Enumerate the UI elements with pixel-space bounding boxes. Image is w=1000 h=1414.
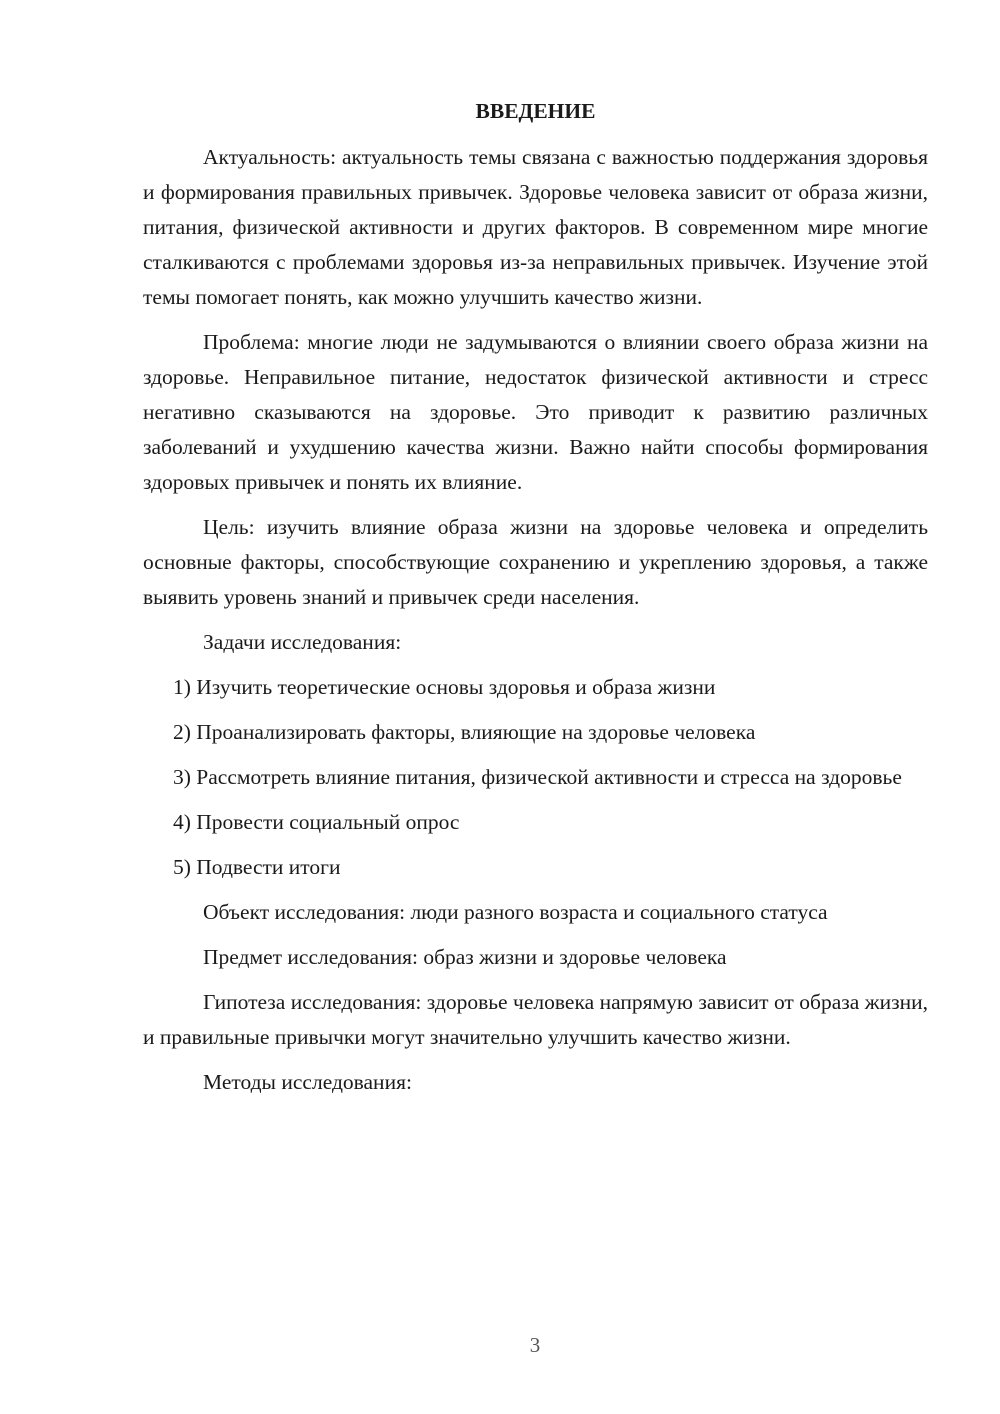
- goal-paragraph: Цель: изучить влияние образа жизни на здоровье человека и определить основные факторы, способствующие сохранению и укреплению здоровья, а также выявить уровень знаний и привычек среди населения.: [143, 515, 928, 609]
- methods-heading: Методы исследования:: [203, 1070, 412, 1094]
- task-item-3: 3) Рассмотреть влияние питания, физической активности и стресса на здоровье: [173, 765, 902, 789]
- page-number: 3: [529, 1333, 541, 1357]
- tasks-heading: Задачи исследования:: [203, 630, 402, 654]
- document-page: [143, 96, 928, 1110]
- hypothesis-paragraph: Гипотеза исследования: здоровье человека напрямую зависит от образа жизни, и правильные привычки могут значительно улучшить качество жизни.: [143, 990, 928, 1049]
- task-item-5: 5) Подвести итоги: [173, 855, 341, 879]
- subject-paragraph: Предмет исследования: образ жизни и здоровье человека: [203, 945, 727, 969]
- task-item-1: 1) Изучить теоретические основы здоровья и образа жизни: [173, 675, 716, 699]
- problem-paragraph: Проблема: многие люди не задумываются о влиянии своего образа жизни на здоровье. Неправильное питание, недостаток физической активности и стресс негативно сказываются на здоровье. Это приводит к развитию различных заболеваний и ухудшению качества жизни. Важно найти способы формирования здоровых привычек и понять их влияние.: [143, 330, 928, 494]
- relevance-paragraph: Актуальность: актуальность темы связана с важностью поддержания здоровья и формирования правильных привычек. Здоровье человека зависит от образа жизни, питания, физической активности и других факторов. В современном мире многие сталкиваются с проблемами здоровья из-за неправильных привычек. Изучение этой темы помогает понять, как можно улучшить качество жизни.: [143, 145, 928, 309]
- object-paragraph: Объект исследования: люди разного возраста и социального статуса: [203, 900, 828, 924]
- task-item-2: 2) Проанализировать факторы, влияющие на здоровье человека: [173, 720, 756, 744]
- task-item-4: 4) Провести социальный опрос: [173, 810, 460, 834]
- section-title: ВВЕДЕНИЕ: [475, 99, 596, 123]
